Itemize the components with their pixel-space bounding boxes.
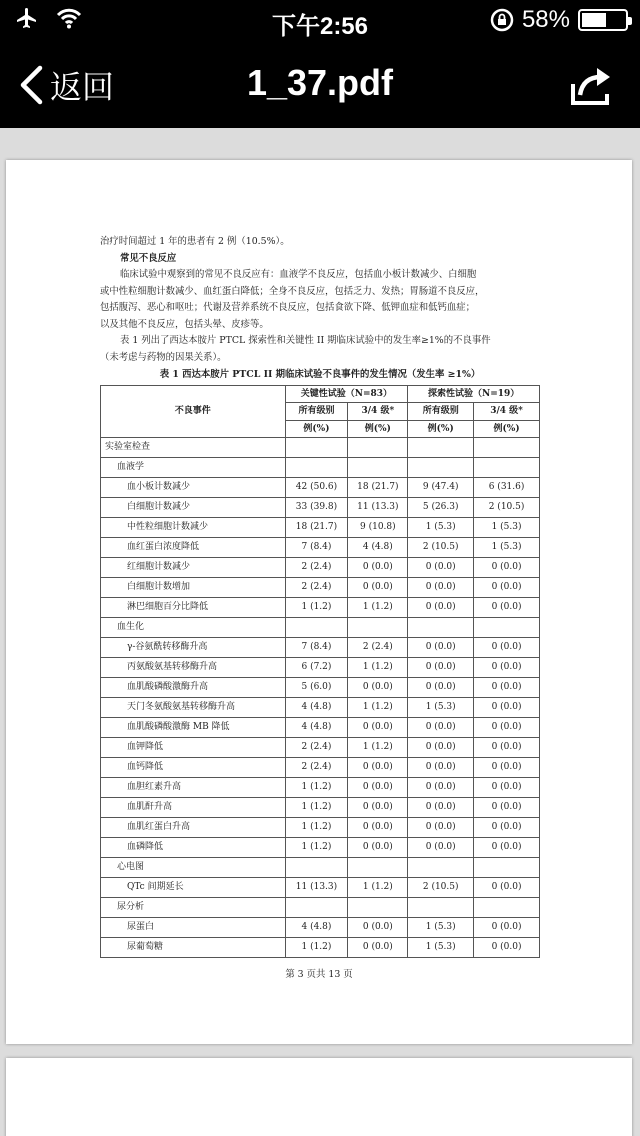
event-value: 0 (0.0): [474, 678, 540, 698]
event-value: 0 (0.0): [408, 718, 474, 738]
table-row: [101, 458, 540, 478]
paragraph-line: 临床试验中观察到的常见不良反应有：血液学不良反应，包括血小板计数减少、白细胞: [120, 269, 477, 280]
event-value: 0 (0.0): [474, 758, 540, 778]
event-value: 0 (0.0): [408, 758, 474, 778]
event-value: 1 (1.2): [348, 598, 408, 618]
table-row: [101, 618, 540, 638]
event-value: 42 (50.6): [285, 478, 348, 498]
event-name: 血钙降低: [101, 758, 286, 778]
table-row: [101, 538, 540, 558]
event-value: 0 (0.0): [408, 818, 474, 838]
event-value: 1 (1.2): [285, 598, 348, 618]
page-footer: 第 3 页共 13 页: [285, 969, 353, 980]
battery-fill: [582, 13, 606, 27]
event-value: 5 (6.0): [285, 678, 348, 698]
header-all-grade: 所有级别: [408, 403, 474, 421]
table-row: [101, 598, 540, 618]
event-name: 血胆红素升高: [101, 778, 286, 798]
pdf-page-next: [6, 1058, 632, 1136]
event-value: 9 (47.4): [408, 478, 474, 498]
event-value: 6 (31.6): [474, 478, 540, 498]
table-row: [101, 498, 540, 518]
event-value: [474, 438, 540, 458]
event-value: 4 (4.8): [285, 718, 348, 738]
event-value: 0 (0.0): [408, 558, 474, 578]
header-all-grade: 所有级别: [285, 403, 348, 421]
event-value: 1 (5.3): [408, 918, 474, 938]
event-value: [408, 898, 474, 918]
event-value: 2 (2.4): [285, 558, 348, 578]
event-name: QTc 间期延长: [101, 878, 286, 898]
event-name: 尿蛋白: [101, 918, 286, 938]
table-row: [101, 518, 540, 538]
event-value: [408, 858, 474, 878]
event-value: 2 (2.4): [285, 738, 348, 758]
event-name: 血液学: [101, 458, 286, 478]
event-value: 0 (0.0): [348, 718, 408, 738]
intro-text: 治疗时间超过 1 年的患者有 2 例（10.5%）。: [100, 236, 290, 247]
event-value: 2 (10.5): [408, 878, 474, 898]
event-value: 0 (0.0): [474, 838, 540, 858]
event-value: 0 (0.0): [408, 638, 474, 658]
table-row: [101, 698, 540, 718]
event-value: 2 (2.4): [285, 758, 348, 778]
event-name: 血小板计数减少: [101, 478, 286, 498]
event-name: 血肌酸磷酸激酶 MB 降低: [101, 718, 286, 738]
event-value: 0 (0.0): [408, 658, 474, 678]
table-row: [101, 718, 540, 738]
battery-percent: 58%: [521, 6, 570, 33]
event-value: 33 (39.8): [285, 498, 348, 518]
paragraph-line: 或中性粒细胞计数减少、血红蛋白降低；全身不良反应，包括乏力、发热；胃肠道不良反应，: [100, 285, 485, 297]
event-value: [348, 458, 408, 478]
event-name: 丙氨酸氨基转移酶升高: [101, 658, 286, 678]
adverse-events-table: [100, 385, 540, 959]
event-value: 0 (0.0): [348, 918, 408, 938]
status-right: [490, 6, 628, 34]
event-value: [474, 898, 540, 918]
event-value: 1 (1.2): [348, 698, 408, 718]
event-value: 1 (5.3): [474, 518, 540, 538]
event-value: [348, 898, 408, 918]
event-value: 0 (0.0): [348, 798, 408, 818]
paragraph-line: （未考虑与药物的因果关系）。: [100, 351, 227, 363]
section-title: 常见不良反应: [120, 252, 177, 264]
table-row: [101, 938, 540, 958]
paragraph-line: 以及其他不良反应，包括头晕、皮疹等。: [100, 318, 269, 330]
table-row: [101, 658, 540, 678]
header-event: 不良事件: [101, 385, 286, 438]
table-row: [101, 858, 540, 878]
table-row: [101, 918, 540, 938]
event-value: 11 (13.3): [348, 498, 408, 518]
event-value: 0 (0.0): [474, 878, 540, 898]
event-name: γ-谷氨酰转移酶升高: [101, 638, 286, 658]
event-value: [285, 898, 348, 918]
event-value: 0 (0.0): [348, 558, 408, 578]
event-value: 0 (0.0): [348, 778, 408, 798]
event-value: 1 (5.3): [408, 698, 474, 718]
table-row: [101, 438, 540, 458]
event-value: [285, 458, 348, 478]
event-value: [408, 458, 474, 478]
event-value: 0 (0.0): [408, 778, 474, 798]
event-value: [474, 458, 540, 478]
event-value: 2 (2.4): [285, 578, 348, 598]
event-value: 0 (0.0): [408, 738, 474, 758]
event-value: 4 (4.8): [285, 698, 348, 718]
event-name: 实验室检查: [101, 438, 286, 458]
table-row: [101, 558, 540, 578]
table-row: [101, 578, 540, 598]
event-value: 0 (0.0): [474, 798, 540, 818]
event-value: 0 (0.0): [474, 738, 540, 758]
event-value: 0 (0.0): [408, 578, 474, 598]
document-title: 1_37.pdf: [246, 62, 394, 103]
table-row: [101, 778, 540, 798]
event-value: 0 (0.0): [474, 718, 540, 738]
event-name: 白细胞计数减少: [101, 498, 286, 518]
event-value: 1 (1.2): [348, 738, 408, 758]
event-value: 0 (0.0): [408, 598, 474, 618]
event-value: 11 (13.3): [285, 878, 348, 898]
event-name: 淋巴细胞百分比降低: [101, 598, 286, 618]
event-name: 红细胞计数减少: [101, 558, 286, 578]
event-value: [285, 858, 348, 878]
event-value: 0 (0.0): [348, 678, 408, 698]
event-value: 0 (0.0): [408, 798, 474, 818]
event-value: [348, 618, 408, 638]
event-value: 2 (10.5): [474, 498, 540, 518]
event-name: 尿葡萄糖: [101, 938, 286, 958]
event-value: 0 (0.0): [408, 838, 474, 858]
battery-nub: [628, 17, 632, 25]
event-value: 0 (0.0): [474, 698, 540, 718]
event-name: 血磷降低: [101, 838, 286, 858]
event-value: [348, 858, 408, 878]
pdf-viewer[interactable]: [0, 128, 640, 1136]
header-grade34: 3/4 级*: [474, 403, 540, 421]
event-value: 1 (1.2): [285, 778, 348, 798]
event-value: [474, 858, 540, 878]
table-caption: 表 1 西达本胺片 PTCL II 期临床试验不良事件的发生情况（发生率 ≥1%）: [159, 369, 481, 380]
event-value: [474, 618, 540, 638]
table-row: [101, 838, 540, 858]
table-row: [101, 478, 540, 498]
header-unit: 例(%): [348, 420, 408, 438]
table-body: [101, 438, 540, 958]
event-value: 7 (8.4): [285, 538, 348, 558]
event-value: 9 (10.8): [348, 518, 408, 538]
event-value: [285, 438, 348, 458]
table-row: [101, 678, 540, 698]
event-name: 血生化: [101, 618, 286, 638]
table-row: [101, 818, 540, 838]
paragraph-line: 表 1 列出了西达本胺片 PTCL 探索性和关键性 II 期临床试验中的发生率≥1%的不良事件: [120, 335, 491, 346]
event-name: 中性粒细胞计数减少: [101, 518, 286, 538]
event-name: 血肌酐升高: [101, 798, 286, 818]
event-value: 0 (0.0): [348, 578, 408, 598]
event-value: 1 (1.2): [285, 938, 348, 958]
event-name: 尿分析: [101, 898, 286, 918]
header-unit: 例(%): [285, 420, 348, 438]
header-unit: 例(%): [474, 420, 540, 438]
event-value: 1 (1.2): [348, 658, 408, 678]
table-row: [101, 878, 540, 898]
header-exploratory: 探索性试验（N=19）: [408, 385, 540, 403]
event-value: 18 (21.7): [348, 478, 408, 498]
table-row: [101, 758, 540, 778]
event-name: 血钾降低: [101, 738, 286, 758]
event-value: 6 (7.2): [285, 658, 348, 678]
event-name: 天门冬氨酸氨基转移酶升高: [101, 698, 286, 718]
event-value: 0 (0.0): [348, 758, 408, 778]
pdf-page: [6, 160, 632, 1044]
battery-icon: [578, 9, 628, 31]
orientation-lock-icon: [490, 8, 514, 32]
paragraph-line: 包括腹泻、恶心和呕吐；代谢及营养系统不良反应，包括食欲下降、低钾血症和低钙血症；: [100, 302, 476, 313]
event-value: 1 (1.2): [285, 818, 348, 838]
event-value: 0 (0.0): [474, 598, 540, 618]
event-value: [408, 438, 474, 458]
event-value: 18 (21.7): [285, 518, 348, 538]
event-value: 1 (1.2): [285, 838, 348, 858]
event-name: 血肌酸磷酸激酶升高: [101, 678, 286, 698]
header-grade34: 3/4 级*: [348, 403, 408, 421]
event-name: 血红蛋白浓度降低: [101, 538, 286, 558]
event-value: 0 (0.0): [408, 678, 474, 698]
share-icon[interactable]: [570, 66, 612, 106]
event-value: 0 (0.0): [474, 778, 540, 798]
event-value: 1 (1.2): [348, 878, 408, 898]
table-row: [101, 738, 540, 758]
event-value: 0 (0.0): [348, 818, 408, 838]
event-value: 2 (10.5): [408, 538, 474, 558]
status-time: 下午2:56: [271, 13, 369, 40]
event-value: 0 (0.0): [474, 938, 540, 958]
back-label: 返回: [50, 69, 115, 105]
table-row: [101, 898, 540, 918]
event-value: 1 (5.3): [474, 538, 540, 558]
event-name: 白细胞计数增加: [101, 578, 286, 598]
event-name: 心电图: [101, 858, 286, 878]
event-value: 0 (0.0): [474, 818, 540, 838]
event-value: [285, 618, 348, 638]
page-content: [100, 234, 540, 958]
event-value: 1 (5.3): [408, 518, 474, 538]
event-value: 0 (0.0): [474, 918, 540, 938]
event-value: 2 (2.4): [348, 638, 408, 658]
event-value: 0 (0.0): [474, 558, 540, 578]
header-pivotal: 关键性试验（N=83）: [285, 385, 408, 403]
event-value: 0 (0.0): [474, 658, 540, 678]
event-value: 1 (1.2): [285, 798, 348, 818]
event-value: 4 (4.8): [348, 538, 408, 558]
event-value: 5 (26.3): [408, 498, 474, 518]
event-value: 7 (8.4): [285, 638, 348, 658]
table-row: [101, 798, 540, 818]
event-value: 1 (5.3): [408, 938, 474, 958]
header-unit: 例(%): [408, 420, 474, 438]
event-value: [408, 618, 474, 638]
event-value: 0 (0.0): [348, 838, 408, 858]
event-value: 4 (4.8): [285, 918, 348, 938]
status-bar: [0, 0, 640, 40]
table-row: [101, 638, 540, 658]
event-value: 0 (0.0): [474, 578, 540, 598]
event-name: 血肌红蛋白升高: [101, 818, 286, 838]
nav-bar: [0, 40, 640, 128]
event-value: [348, 438, 408, 458]
event-value: 0 (0.0): [474, 638, 540, 658]
event-value: 0 (0.0): [348, 938, 408, 958]
